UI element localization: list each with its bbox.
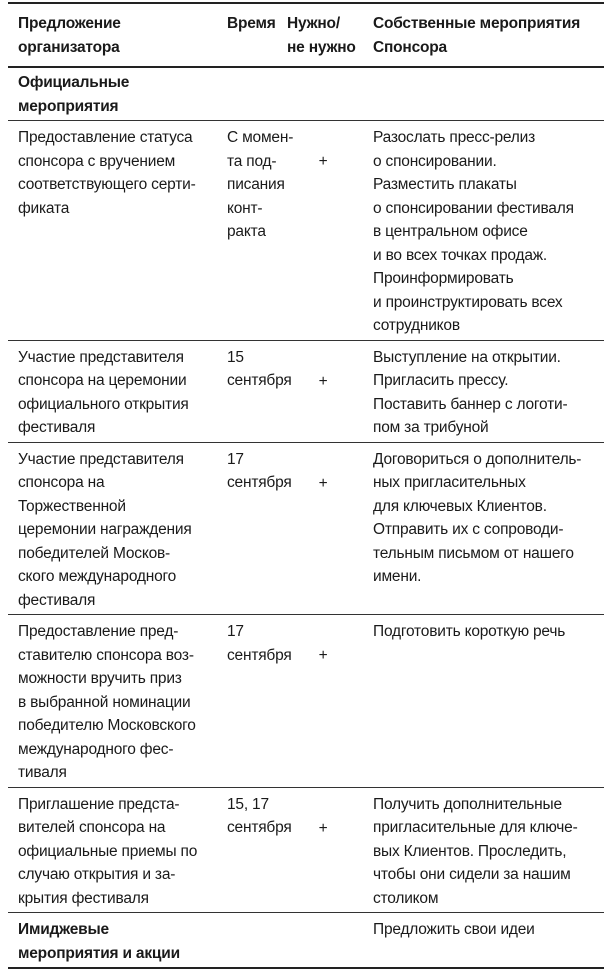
cell-sponsor-actions: Получить дополнительные пригласительные для ключе- вых Клиентов. Проследить, чтобы они сидели за нашим столиком — [373, 795, 578, 907]
header-offer: Предложение организатора — [18, 15, 121, 56]
cell-time: 15 сентября — [227, 348, 292, 389]
section-official-title: Официальные мероприятия — [18, 74, 130, 115]
cell-need: + — [318, 819, 328, 837]
cell-offer: Участие представителя спонсора на церемонии официального открытия фестиваля — [18, 348, 189, 436]
section-image-action: Предложить свои идеи — [373, 921, 535, 938]
table-row — [8, 442, 604, 615]
cell-time: 17 сентября — [227, 623, 292, 664]
cell-time: С момен- та под- писания конт- ракта — [227, 129, 294, 240]
cell-sponsor-actions: Выступление на открытии. Пригласить прессу. Поставить баннер с логоти- пом за трибуной — [373, 348, 568, 436]
cell-offer: Участие представителя спонсора на Торжественной церемонии награждения победителей Москов- ского международного фестиваля — [18, 450, 192, 609]
cell-need: + — [318, 372, 328, 390]
table-header-row — [8, 3, 604, 67]
cell-sponsor-actions: Подготовить короткую речь — [373, 623, 566, 640]
cell-need: + — [318, 647, 328, 664]
cell-time: 17 сентября — [227, 450, 292, 491]
table-row — [8, 340, 604, 442]
cell-sponsor-actions: Договориться о дополнитель- ных пригласительных для ключевых Клиентов. Отправить их с сопроводи- тельным письмом от нашего имени. — [373, 450, 582, 585]
cell-need: + — [318, 474, 328, 492]
header-need: Нужно/ не нужно — [287, 15, 356, 56]
table-row — [8, 787, 604, 913]
section-image-row — [8, 913, 604, 969]
cell-time: 15, 17 сентября — [227, 795, 292, 836]
sponsorship-table — [8, 2, 604, 969]
cell-offer: Предоставление пред- ставителю спонсора воз- можности вручить приз в выбранной номинации победителю Московского международного фес- тиваля — [18, 623, 196, 781]
header-sponsor-actions: Собственные мероприятия Спонсора — [373, 15, 581, 56]
table-row — [8, 121, 604, 341]
section-official-row — [8, 67, 604, 121]
cell-offer: Приглашение предста- вителей спонсора на официальные приемы по случаю открытия и за- крытия фестиваля — [18, 795, 198, 907]
section-image-title: Имиджевые мероприятия и акции — [18, 921, 180, 962]
cell-need: + — [318, 153, 328, 170]
cell-offer: Предоставление статуса спонсора с вручением соответствующего серти- фиката — [18, 129, 196, 217]
header-time: Время — [227, 15, 276, 32]
cell-sponsor-actions: Разослать пресс-релиз о спонсировании. Разместить плакаты о спонсировании фестиваля в центральном офисе и во всех точках продаж. Проинформировать и проинструктировать всех сотрудников — [373, 129, 574, 334]
table-row — [8, 615, 604, 788]
